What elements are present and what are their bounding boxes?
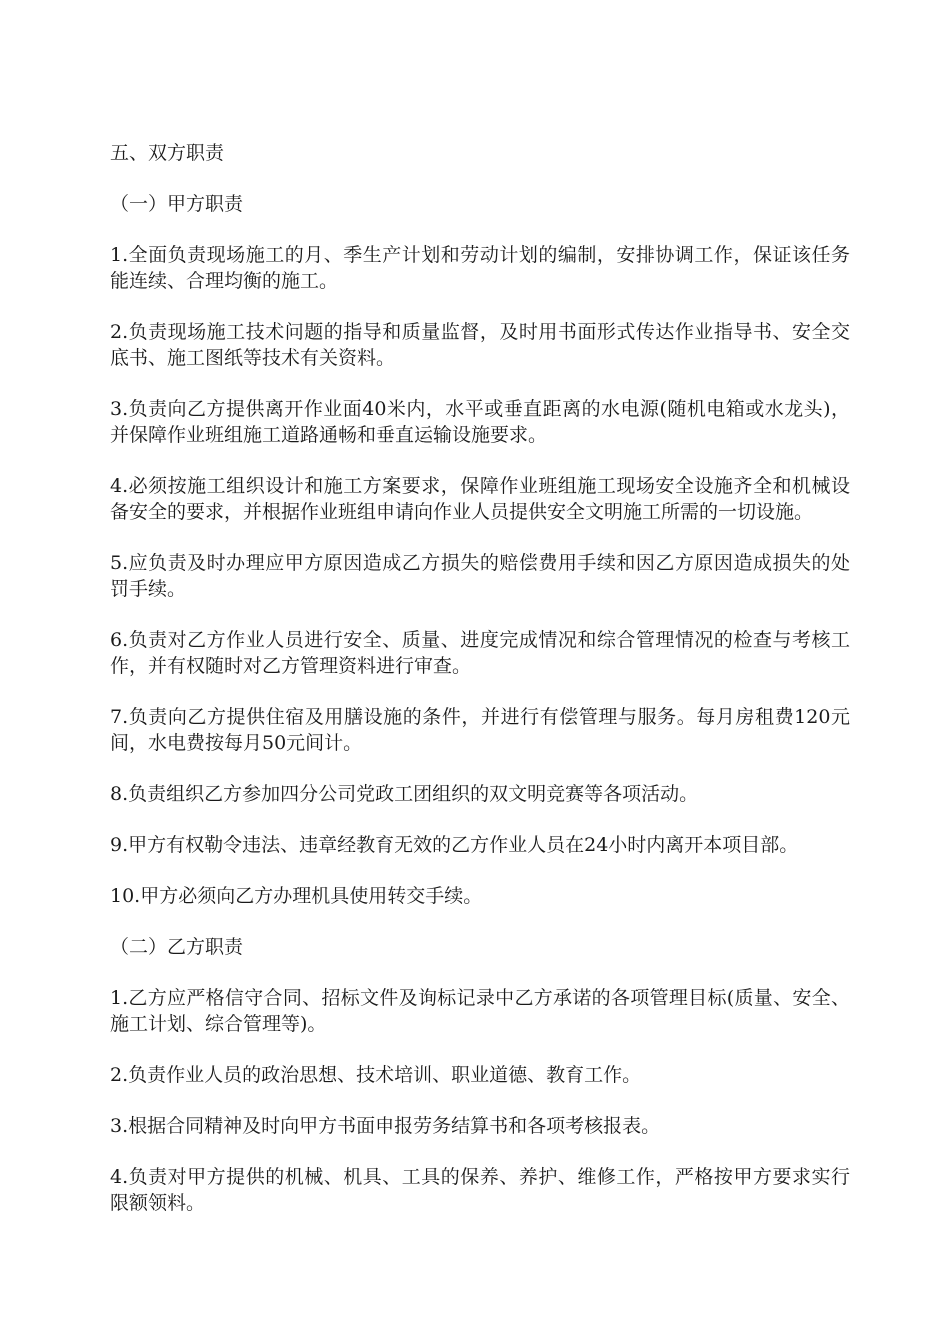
party-a-item: 6.负责对乙方作业人员进行安全、质量、进度完成情况和综合管理情况的检查与考核工作，并有权随时对乙方管理资料进行审查。: [110, 629, 850, 677]
party-b-item: 3.根据合同精神及时向甲方书面申报劳务结算书和各项考核报表。: [110, 1115, 661, 1137]
party-a-item: 7.负责向乙方提供住宿及用膳设施的条件，并进行有偿管理与服务。每月房租费120元间，水电费按每月50元间计。: [110, 706, 850, 754]
party-b-heading: （二）乙方职责: [110, 936, 244, 958]
party-a-item: 5.应负责及时办理应甲方原因造成乙方损失的赔偿费用手续和因乙方原因造成损失的处罚手续。: [110, 552, 850, 600]
party-a-item: 8.负责组织乙方参加四分公司党政工团组织的双文明竞赛等各项活动。: [110, 783, 699, 805]
party-a-item: 9.甲方有权勒令违法、违章经教育无效的乙方作业人员在24小时内离开本项目部。: [110, 834, 799, 856]
party-a-item: 2.负责现场施工技术问题的指导和质量监督，及时用书面形式传达作业指导书、安全交底书、施工图纸等技术有关资料。: [110, 321, 850, 369]
party-a-item: 3.负责向乙方提供离开作业面40米内，水平或垂直距离的水电源(随机电箱或水龙头)，并保障作业班组施工道路通畅和垂直运输设施要求。: [110, 398, 850, 446]
party-b-item: 2.负责作业人员的政治思想、技术培训、职业道德、教育工作。: [110, 1064, 642, 1086]
document-page: [110, 140, 850, 1241]
party-b-item: 1.乙方应严格信守合同、招标文件及询标记录中乙方承诺的各项管理目标(质量、安全、施工计划、综合管理等)。: [110, 987, 850, 1035]
party-a-item: 4.必须按施工组织设计和施工方案要求，保障作业班组施工现场安全设施齐全和机械设备安全的要求，并根据作业班组申请向作业人员提供安全文明施工所需的一切设施。: [110, 475, 850, 523]
party-a-heading: （一）甲方职责: [110, 193, 244, 215]
party-b-item: 4.负责对甲方提供的机械、机具、工具的保养、养护、维修工作，严格按甲方要求实行限额领料。: [110, 1166, 850, 1214]
section-title: 五、双方职责: [110, 142, 225, 164]
party-a-item: 10.甲方必须向乙方办理机具使用转交手续。: [110, 885, 483, 907]
party-a-item: 1.全面负责现场施工的月、季生产计划和劳动计划的编制，安排协调工作，保证该任务能连续、合理均衡的施工。: [110, 244, 850, 292]
